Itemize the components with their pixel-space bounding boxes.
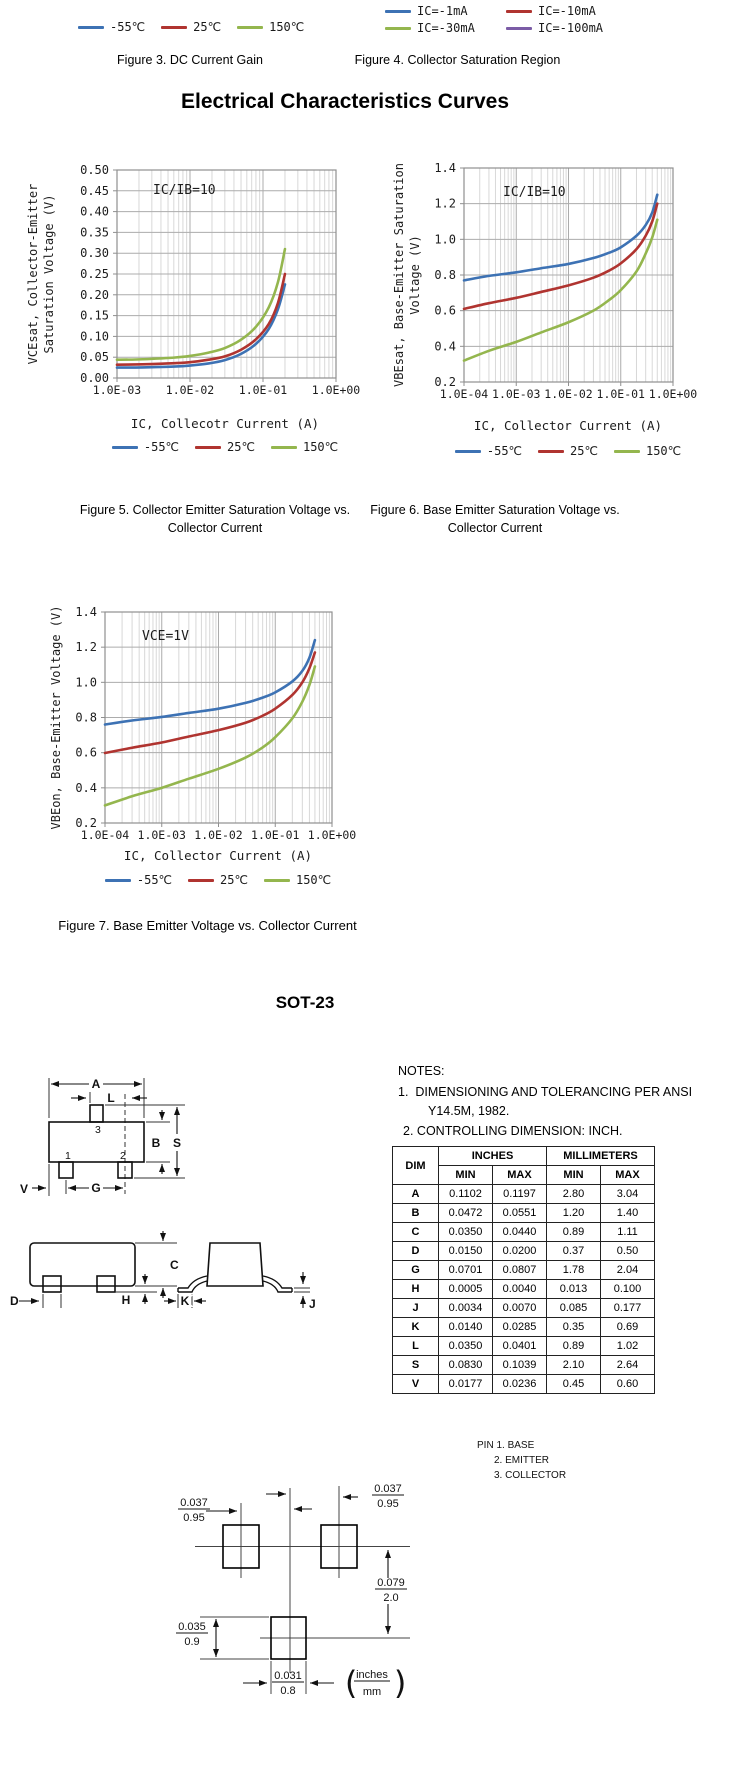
col-header-max: MAX bbox=[493, 1166, 547, 1185]
pad-width-label-in: 0.037 bbox=[374, 1483, 402, 1495]
pin-description: 3. COLLECTOR bbox=[494, 1470, 567, 1481]
x-tick-label: 1.0E-03 bbox=[492, 387, 541, 401]
figure6-plot bbox=[345, 148, 705, 408]
pad-width-bottom-label-mm: 0.8 bbox=[280, 1685, 296, 1697]
dimension-value: 0.0140 bbox=[439, 1318, 493, 1337]
dimension-value: 0.0005 bbox=[439, 1280, 493, 1299]
x-tick-label: 1.0E-04 bbox=[439, 387, 489, 401]
dimension-value: 0.0350 bbox=[439, 1223, 493, 1242]
dim-label-J: J bbox=[309, 1297, 316, 1311]
dimension-row bbox=[393, 1318, 655, 1337]
dimension-value: 0.0701 bbox=[439, 1261, 493, 1280]
figure4-legend-row bbox=[385, 21, 611, 35]
dimension-value: 0.1102 bbox=[439, 1185, 493, 1204]
dimension-value: 0.89 bbox=[547, 1337, 601, 1356]
dimension-value: 1.78 bbox=[547, 1261, 601, 1280]
pin3-number: 3 bbox=[95, 1124, 101, 1136]
pin2-number: 2 bbox=[120, 1150, 126, 1162]
dimension-row bbox=[393, 1299, 655, 1318]
dimension-value: 0.0472 bbox=[439, 1204, 493, 1223]
figure7-chart bbox=[0, 590, 375, 920]
dimension-letter: S bbox=[393, 1356, 439, 1375]
legend-line-swatch bbox=[188, 879, 214, 882]
pad-height-label-mm: 0.9 bbox=[184, 1636, 200, 1648]
dimension-row bbox=[393, 1375, 655, 1394]
legend-line-swatch bbox=[112, 446, 138, 449]
dimension-value: 0.69 bbox=[601, 1318, 655, 1337]
side-view-body bbox=[30, 1243, 135, 1292]
y-tick-label: 0.15 bbox=[80, 308, 109, 323]
y-tick-label: 0.4 bbox=[434, 339, 456, 354]
plot-annotation: IC/IB=10 bbox=[503, 185, 566, 200]
note-item bbox=[398, 1083, 723, 1121]
legend-item bbox=[506, 4, 611, 18]
note-number: 1. bbox=[398, 1084, 409, 1099]
caption-line: Figure 5. Collector Emitter Saturation Voltage vs. bbox=[79, 503, 351, 517]
dimension-value: 0.0040 bbox=[493, 1280, 547, 1299]
figure5-chart bbox=[15, 148, 375, 478]
notes-section bbox=[398, 1062, 723, 1141]
y-tick-label: 0.8 bbox=[75, 710, 97, 725]
dim-label-K: K bbox=[180, 1294, 190, 1308]
dimension-row bbox=[393, 1204, 655, 1223]
dimension-value: 0.37 bbox=[547, 1242, 601, 1261]
y-tick-label: 0.10 bbox=[80, 329, 109, 344]
package-body-outline bbox=[49, 1105, 144, 1178]
pad-pitch-label-in: 0.079 bbox=[377, 1577, 405, 1589]
y-tick-label: 0.35 bbox=[80, 225, 109, 240]
land-pattern-drawing bbox=[140, 1478, 560, 1743]
dimension-value: 0.0150 bbox=[439, 1242, 493, 1261]
figure3-caption: Figure 3. DC Current Gain bbox=[117, 53, 263, 67]
dimension-letter: K bbox=[393, 1318, 439, 1337]
y-axis-label: Voltage (V) bbox=[408, 235, 422, 315]
dimension-letter: D bbox=[393, 1242, 439, 1261]
dimension-value: 1.20 bbox=[547, 1204, 601, 1223]
x-tick-label: 1.0E-01 bbox=[596, 387, 645, 401]
dimension-value: 0.0177 bbox=[439, 1375, 493, 1394]
dim-label-A: A bbox=[91, 1077, 101, 1091]
caption-line: Figure 6. Base Emitter Saturation Voltage vs. bbox=[370, 503, 620, 517]
figure6-caption bbox=[355, 502, 635, 537]
end-view-body bbox=[178, 1243, 292, 1292]
pin-descriptions bbox=[477, 1438, 566, 1483]
dimension-letter: L bbox=[393, 1337, 439, 1356]
package-top-view-drawing bbox=[15, 1048, 385, 1208]
dimension-row bbox=[393, 1261, 655, 1280]
y-tick-label: 0.40 bbox=[80, 204, 109, 219]
dimension-letter: J bbox=[393, 1299, 439, 1318]
legend-line-swatch bbox=[506, 27, 532, 30]
legend-label: 150℃ bbox=[295, 873, 332, 887]
package-side-view-drawing bbox=[5, 1228, 385, 1323]
pin-description: PIN 1. BASE bbox=[477, 1440, 535, 1451]
dimension-value: 0.45 bbox=[547, 1375, 601, 1394]
legend-item bbox=[614, 444, 681, 458]
end-view-extensions bbox=[178, 1288, 310, 1308]
y-axis-label: VCEsat, Collector-Emitter bbox=[26, 183, 40, 365]
col-header-max: MAX bbox=[601, 1166, 655, 1185]
legend-item bbox=[112, 440, 179, 454]
figure5-x-axis-label: IC, Collecotr Current (A) bbox=[130, 416, 320, 431]
legend-line-swatch bbox=[385, 10, 411, 13]
dimension-value: 2.64 bbox=[601, 1356, 655, 1375]
dimension-value: 0.0551 bbox=[493, 1204, 547, 1223]
page-title: Electrical Characteristics Curves bbox=[180, 90, 509, 113]
note-number: 2. bbox=[403, 1124, 414, 1139]
dimension-value: 0.0070 bbox=[493, 1299, 547, 1318]
y-axis-label: Saturation Voltage (V) bbox=[42, 194, 56, 354]
land-dimension-labels bbox=[176, 1483, 410, 1702]
dimension-value: 0.0034 bbox=[439, 1299, 493, 1318]
dimension-letter: A bbox=[393, 1185, 439, 1204]
y-tick-label: 0.00 bbox=[80, 371, 109, 385]
pad-width-label-in: 0.037 bbox=[180, 1497, 208, 1509]
notes-heading: NOTES: bbox=[398, 1064, 445, 1078]
legend-label: 25℃ bbox=[570, 444, 598, 458]
legend-line-swatch bbox=[237, 26, 263, 29]
y-tick-label: 0.50 bbox=[80, 163, 109, 177]
figure5-plot bbox=[15, 148, 375, 404]
legend-label: 25℃ bbox=[227, 440, 255, 454]
dimension-row bbox=[393, 1185, 655, 1204]
dimension-value: 1.11 bbox=[601, 1223, 655, 1242]
x-tick-label: 1.0E+00 bbox=[307, 828, 357, 842]
col-header-min: MIN bbox=[547, 1166, 601, 1185]
figure4-legend bbox=[385, 4, 611, 35]
dimension-table bbox=[392, 1146, 655, 1394]
legend-line-swatch bbox=[538, 450, 564, 453]
note-item bbox=[403, 1122, 723, 1141]
col-header-min: MIN bbox=[439, 1166, 493, 1185]
dimension-row bbox=[393, 1356, 655, 1375]
dim-label-G: G bbox=[91, 1181, 101, 1195]
y-tick-label: 0.2 bbox=[75, 816, 97, 830]
package-title: SOT-23 bbox=[275, 993, 335, 1012]
dimension-value: 0.100 bbox=[601, 1280, 655, 1299]
figure3-legend bbox=[78, 20, 304, 34]
dimension-value: 0.89 bbox=[547, 1223, 601, 1242]
dimension-value: 0.60 bbox=[601, 1375, 655, 1394]
col-header-millimeters: MILLIMETERS bbox=[547, 1147, 655, 1166]
figure7-legend bbox=[68, 873, 368, 887]
legend-item bbox=[264, 873, 331, 887]
figure4-caption: Figure 4. Collector Saturation Region bbox=[354, 53, 561, 67]
dimension-value: 0.0285 bbox=[493, 1318, 547, 1337]
units-paren-open: ( bbox=[341, 1664, 361, 1702]
y-tick-label: 1.2 bbox=[434, 196, 456, 211]
y-tick-label: 1.2 bbox=[75, 640, 97, 655]
dimension-row bbox=[393, 1280, 655, 1299]
legend-item bbox=[271, 440, 338, 454]
figure6-chart bbox=[345, 148, 705, 478]
legend-line-swatch bbox=[455, 450, 481, 453]
legend-label: -55℃ bbox=[143, 440, 180, 454]
y-axis-label: VBEon, Base-Emitter Voltage (V) bbox=[49, 605, 63, 830]
legend-item bbox=[506, 21, 611, 35]
x-tick-label: 1.0E+00 bbox=[648, 387, 698, 401]
dimension-value: 2.80 bbox=[547, 1185, 601, 1204]
dimension-value: 0.50 bbox=[601, 1242, 655, 1261]
figure6-x-axis-label: IC, Collector Current (A) bbox=[473, 418, 663, 433]
x-tick-label: 1.0E+00 bbox=[311, 383, 361, 397]
legend-label: 150℃ bbox=[269, 20, 305, 34]
dim-label-S: S bbox=[172, 1136, 182, 1150]
legend-label: IC=-30mA bbox=[417, 21, 475, 35]
legend-label: IC=-1mA bbox=[417, 4, 468, 18]
dimension-value: 0.0830 bbox=[439, 1356, 493, 1375]
dimension-letter: B bbox=[393, 1204, 439, 1223]
dimension-row bbox=[393, 1337, 655, 1356]
x-tick-label: 1.0E-01 bbox=[238, 383, 288, 397]
caption-line: Collector Current bbox=[447, 520, 543, 535]
y-tick-label: 0.2 bbox=[434, 375, 456, 389]
legend-item bbox=[455, 444, 522, 458]
x-tick-label: 1.0E-02 bbox=[194, 828, 243, 842]
figure7-x-axis-label: IC, Collector Current (A) bbox=[123, 848, 313, 863]
y-tick-label: 0.6 bbox=[75, 745, 97, 760]
dim-label-B: B bbox=[151, 1136, 161, 1150]
figure5-caption bbox=[20, 502, 410, 537]
pad-width-label-mm: 0.95 bbox=[183, 1512, 205, 1524]
legend-label: -55℃ bbox=[136, 873, 173, 887]
legend-item bbox=[188, 873, 248, 887]
x-tick-label: 1.0E-01 bbox=[251, 828, 300, 842]
dimension-value: 0.177 bbox=[601, 1299, 655, 1318]
dim-label-D: D bbox=[10, 1294, 19, 1308]
side-view-arrows bbox=[19, 1231, 163, 1304]
legend-item bbox=[161, 20, 221, 34]
dimension-value: 3.04 bbox=[601, 1185, 655, 1204]
figure7-plot bbox=[0, 590, 370, 848]
dimension-value: 1.40 bbox=[601, 1204, 655, 1223]
y-tick-label: 0.45 bbox=[80, 183, 109, 198]
legend-line-swatch bbox=[161, 26, 187, 29]
dimension-value: 0.1197 bbox=[493, 1185, 547, 1204]
land-centerlines bbox=[195, 1486, 410, 1694]
dimension-row bbox=[393, 1242, 655, 1261]
y-tick-label: 0.25 bbox=[80, 267, 109, 281]
legend-line-swatch bbox=[264, 879, 290, 882]
dimension-value: 0.0236 bbox=[493, 1375, 547, 1394]
x-tick-label: 1.0E-02 bbox=[544, 387, 593, 401]
dimension-value: 0.0401 bbox=[493, 1337, 547, 1356]
legend-line-swatch bbox=[614, 450, 640, 453]
figure7-caption: Figure 7. Base Emitter Voltage vs. Collector Current bbox=[58, 918, 357, 933]
legend-label: 150℃ bbox=[645, 444, 682, 458]
legend-line-swatch bbox=[195, 446, 221, 449]
legend-label: -55℃ bbox=[486, 444, 523, 458]
dim-label-L: L bbox=[107, 1091, 115, 1105]
legend-line-swatch bbox=[78, 26, 104, 29]
pad-width-bottom-label-in: 0.031 bbox=[274, 1670, 302, 1682]
dimension-value: 0.0350 bbox=[439, 1337, 493, 1356]
land-dimension-arrows bbox=[206, 1494, 388, 1683]
dimension-value: 0.0440 bbox=[493, 1223, 547, 1242]
dimension-row bbox=[393, 1223, 655, 1242]
x-tick-label: 1.0E-03 bbox=[137, 828, 186, 842]
dimension-letter: C bbox=[393, 1223, 439, 1242]
dimension-value: 2.10 bbox=[547, 1356, 601, 1375]
figure4-legend-row bbox=[385, 4, 611, 18]
pin-description: 2. EMITTER bbox=[494, 1455, 550, 1466]
dim-label-C: C bbox=[170, 1258, 179, 1272]
legend-label: IC=-10mA bbox=[538, 4, 596, 18]
pad-pitch-label-mm: 2.0 bbox=[383, 1592, 399, 1604]
note-text: DIMENSIONING AND TOLERANCING PER ANSI Y14.5M, 1982. bbox=[415, 1084, 693, 1118]
dimension-value: 0.013 bbox=[547, 1280, 601, 1299]
y-tick-label: 1.4 bbox=[75, 605, 97, 619]
y-tick-label: 0.30 bbox=[80, 246, 109, 261]
dimension-value: 2.04 bbox=[601, 1261, 655, 1280]
caption-line: Collector Current bbox=[167, 520, 263, 535]
x-tick-label: 1.0E-02 bbox=[165, 383, 215, 397]
units-inches: inches bbox=[356, 1669, 388, 1681]
dim-label-H: H bbox=[121, 1293, 131, 1307]
y-tick-label: 1.4 bbox=[434, 161, 456, 175]
dimension-letter: V bbox=[393, 1375, 439, 1394]
dimension-letter: G bbox=[393, 1261, 439, 1280]
note-text: CONTROLLING DIMENSION: INCH. bbox=[416, 1124, 623, 1139]
y-tick-label: 0.8 bbox=[434, 268, 456, 282]
dimension-value: 0.1039 bbox=[493, 1356, 547, 1375]
legend-line-swatch bbox=[385, 27, 411, 30]
legend-line-swatch bbox=[506, 10, 532, 13]
y-tick-label: 0.20 bbox=[80, 287, 109, 302]
dimension-value: 0.085 bbox=[547, 1299, 601, 1318]
legend-label: IC=-100mA bbox=[538, 21, 604, 35]
y-tick-label: 1.0 bbox=[434, 232, 456, 247]
col-header-inches: INCHES bbox=[439, 1147, 547, 1166]
x-tick-label: 1.0E-03 bbox=[92, 383, 142, 397]
units-mm: mm bbox=[362, 1686, 382, 1698]
y-tick-label: 0.05 bbox=[80, 350, 109, 365]
legend-item bbox=[385, 4, 490, 18]
plot-annotation: IC/IB=10 bbox=[153, 183, 216, 198]
y-tick-label: 0.6 bbox=[434, 303, 456, 318]
plot-annotation: VCE=1V bbox=[142, 629, 189, 644]
legend-line-swatch bbox=[271, 446, 297, 449]
legend-label: 150℃ bbox=[302, 440, 339, 454]
pin1-number: 1 bbox=[65, 1150, 71, 1162]
legend-item bbox=[538, 444, 598, 458]
dimension-value: 0.35 bbox=[547, 1318, 601, 1337]
dimension-value: 0.0807 bbox=[493, 1261, 547, 1280]
units-paren-close: ) bbox=[391, 1664, 411, 1702]
legend-item bbox=[385, 21, 490, 35]
col-header-dim: DIM bbox=[393, 1147, 439, 1185]
legend-label: -55℃ bbox=[110, 20, 146, 34]
legend-label: 25℃ bbox=[193, 20, 222, 34]
legend-item bbox=[237, 20, 304, 34]
dimension-letter: H bbox=[393, 1280, 439, 1299]
dimension-value: 1.02 bbox=[601, 1337, 655, 1356]
figure6-legend bbox=[418, 444, 718, 458]
legend-item bbox=[195, 440, 255, 454]
legend-item bbox=[78, 20, 145, 34]
legend-label: 25℃ bbox=[220, 873, 248, 887]
y-axis-label: VBEsat, Base-Emitter Saturation bbox=[392, 163, 406, 387]
dim-label-V: V bbox=[20, 1182, 29, 1196]
pad-height-label-in: 0.035 bbox=[178, 1621, 206, 1633]
legend-item bbox=[105, 873, 172, 887]
pad-width-label-mm: 0.95 bbox=[377, 1498, 399, 1510]
dimension-value: 0.0200 bbox=[493, 1242, 547, 1261]
legend-line-swatch bbox=[105, 879, 131, 882]
x-tick-label: 1.0E-04 bbox=[80, 828, 130, 842]
figure5-legend bbox=[75, 440, 375, 454]
y-tick-label: 0.4 bbox=[75, 780, 97, 795]
y-tick-label: 1.0 bbox=[75, 675, 97, 690]
